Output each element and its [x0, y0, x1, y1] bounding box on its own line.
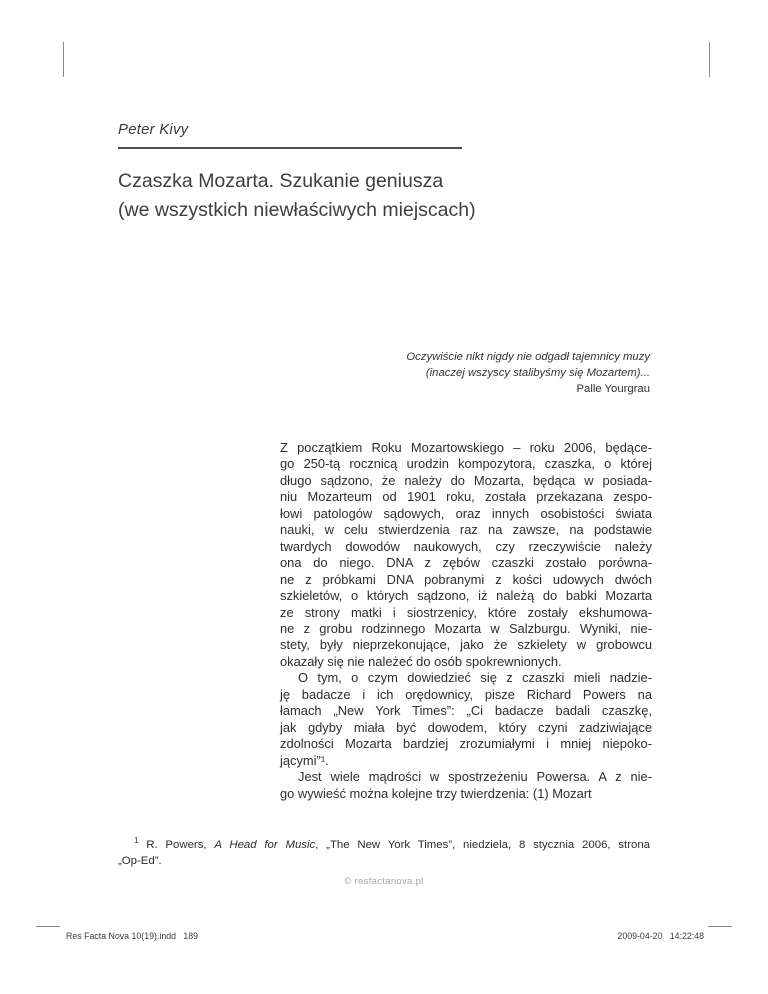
- epigraph-attribution: Palle Yourgrau: [576, 382, 650, 395]
- body-text-line: nauki, w celu stwierdzenia raz na zawsze, na podstawie: [280, 522, 652, 538]
- footnote-marker: 1: [134, 836, 139, 846]
- footnote-line2: „Op-Ed”.: [118, 854, 162, 867]
- publisher-footer: © resfactanova.pl: [344, 876, 424, 887]
- article-title-line1: Czaszka Mozarta. Szukanie geniusza: [118, 170, 444, 192]
- crop-mark-top-right: [709, 42, 710, 77]
- body-text-line: stety, były nieprzekonujące, jako że szkielety w grobowcu: [280, 637, 652, 653]
- body-text-line: łamach „New York Times”: „Ci badacze badali czaszkę,: [280, 703, 652, 719]
- crop-mark-top-left: [63, 42, 64, 77]
- author-name: Peter Kivy: [118, 121, 189, 138]
- body-text-line: jak gdyby miała być dowodem, który czyni zadziwiające: [280, 719, 652, 735]
- epigraph-line2: (inaczej wszyscy stalibyśmy się Mozartem)...: [425, 366, 650, 379]
- footnote-text-after: , „The New York Times”, niedziela, 8 stycznia 2006, strona: [315, 839, 650, 851]
- body-text-line: go 250-tą rocznicą urodzin kompozytora, czaszka, o której: [280, 456, 652, 472]
- footnote: [118, 838, 650, 869]
- body-text-line: niu Mozarteum od 1901 roku, została przekazana zespo-: [280, 489, 652, 505]
- body-paragraphs: [280, 440, 652, 802]
- body-text-line: Jest wiele mądrości w spostrzeżeniu Powersa. A z nie-: [298, 769, 652, 785]
- body-text-line: ze strony matki i siostrzenicy, które zostały ekshumowa-: [280, 604, 652, 620]
- body-text-line: twardych dowodów naukowych, czy rzeczywiście należy: [280, 538, 652, 554]
- body-text-line: okazały się nie należeć do osób spokrewnionych.: [280, 653, 562, 669]
- body-text-line: ję badacze i ich orędownicy, pisze Richard Powers na: [280, 686, 652, 702]
- body-text-line: O tym, o czym dowiedzieć się z czaszki mieli nadzie-: [298, 670, 652, 686]
- body-text-line: zdolności Mozarta bardziej zrozumiałymi i mniej niepoko-: [280, 736, 652, 752]
- article-title-line2: (we wszystkich niewłaściwych miejscach): [118, 199, 476, 221]
- crop-mark-bottom-left: [36, 926, 60, 927]
- article-title: [118, 167, 678, 225]
- body-text-line: długo sądzono, że należy do Mozarta, będąca w posiada-: [280, 472, 652, 488]
- body-text-line: Z początkiem Roku Mozartowskiego – roku 2006, będące-: [280, 440, 652, 455]
- imprint-filename: Res Facta Nova 10(19).indd 189: [66, 931, 199, 941]
- body-text-line: ne z próbkami DNA pobranymi z kości udowych dwóch: [280, 571, 652, 587]
- body-text-line: go wywieść można kolejne trzy twierdzenia: (1) Mozart: [280, 785, 592, 801]
- footnote-italic-title: A Head for Music: [214, 839, 316, 851]
- crop-mark-bottom-right: [708, 926, 732, 927]
- body-text-line: ona do niego. DNA z zębów czaszki zostało porówna-: [280, 555, 652, 571]
- body-text-line: jącymi”¹.: [280, 752, 329, 768]
- footnote-text-before: R. Powers,: [138, 839, 215, 851]
- epigraph: [250, 350, 650, 397]
- body-text-line: ne z grobu rodzinnego Mozarta w Salzburgu. Wyniki, nie-: [280, 620, 652, 636]
- body-text-line: szkieletów, o których sądzono, iż należą do babki Mozarta: [280, 588, 652, 604]
- body-text-line: łowi patologów sądowych, oraz innych osobistości świata: [280, 505, 652, 521]
- imprint-timestamp: 2009-04-20 14:22:48: [617, 931, 704, 941]
- author-rule: [118, 147, 462, 149]
- footnote-line1: [118, 838, 650, 854]
- epigraph-line1: Oczywiście nikt nigdy nie odgadł tajemnicy muzy: [406, 351, 650, 363]
